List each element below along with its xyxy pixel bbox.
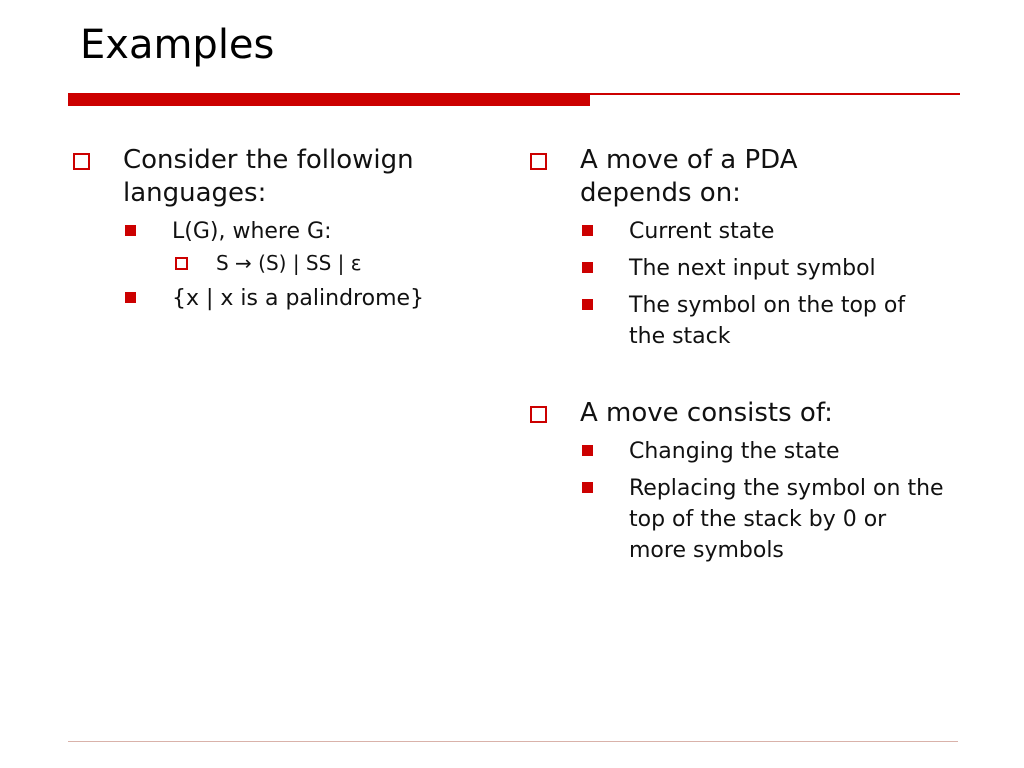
list-item [527,290,967,352]
solid-square-icon [582,445,593,456]
list-item-text: S → (S) | SS | ε [216,251,362,275]
solid-square-icon [582,299,593,310]
list-item [70,249,490,277]
title-rule-thick [68,93,590,106]
list-item [527,473,967,566]
list-item [70,216,490,247]
list-item-text: Changing the state [629,439,840,464]
solid-square-icon [582,262,593,273]
slide-title: Examples [80,22,275,68]
left-column [70,144,490,314]
solid-square-icon [125,225,136,236]
list-item-text: L(G), where G: [172,219,332,244]
list-item-text: The next input symbol [629,256,876,281]
solid-square-icon [582,225,593,236]
list-item-text: The symbol on the top of the stack [629,293,906,349]
section-heading [527,397,967,430]
footer-rule [68,741,958,742]
solid-square-icon [125,292,136,303]
hollow-square-icon [530,153,547,170]
hollow-square-icon [73,153,90,170]
list-item-text: A move consists of: [580,398,833,428]
list-item [70,144,490,210]
list-item [527,216,967,247]
hollow-square-icon [175,257,188,270]
hollow-square-icon [530,406,547,423]
solid-square-icon [582,482,593,493]
list-item-text: Consider the followign languages: [123,145,414,208]
right-column [527,144,967,566]
list-item [527,436,967,467]
section-heading [527,144,967,210]
list-item-text: Replacing the symbol on the top of the stack by 0 or more symbols [629,476,944,563]
title-rule-thin [590,93,960,95]
list-item-text: A move of a PDA depends on: [580,145,798,208]
list-item [527,253,967,284]
list-item [70,283,490,314]
list-item-text: Current state [629,219,775,244]
list-item-text: {x | x is a palindrome} [172,286,425,311]
